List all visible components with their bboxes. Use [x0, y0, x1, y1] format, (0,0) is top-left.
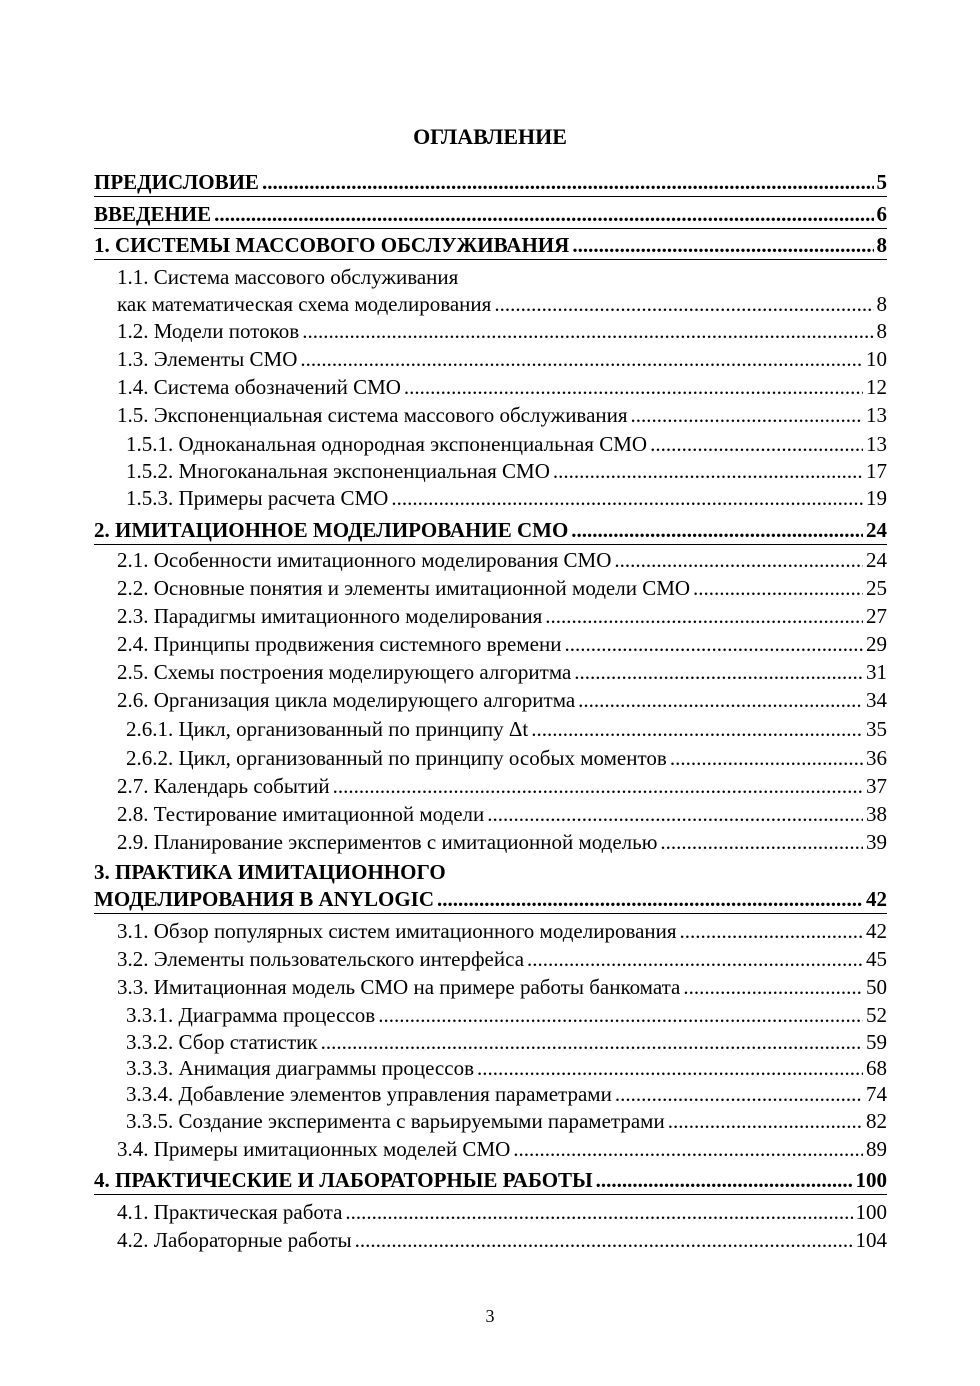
- toc-subsection[interactable]: [126, 1108, 887, 1135]
- dot-leader: [391, 485, 863, 512]
- toc-entry-title: 2. ИМИТАЦИОННОЕ МОДЕЛИРОВАНИЕ СМО: [94, 518, 569, 542]
- toc-page-number: 8: [876, 319, 887, 343]
- page-title: ОГЛАВЛЕНИЕ: [413, 124, 567, 149]
- dot-leader: [531, 716, 863, 743]
- dot-leader: [631, 402, 863, 429]
- dot-leader: [683, 974, 863, 1001]
- toc-chapter[interactable]: [94, 232, 887, 259]
- dot-leader: [615, 1081, 863, 1108]
- toc-entry-title: 2.3. Парадигмы имитационного моделирования: [117, 604, 543, 628]
- toc-entry-first-line: 3. ПРАКТИКА ИМИТАЦИОННОГО: [94, 860, 446, 884]
- toc-entry-title: 1.5.1. Одноканальная однородная экспоненциальная СМО: [126, 432, 648, 456]
- toc-page-number: 25: [866, 576, 887, 600]
- toc-entry-title: 3.3.3. Анимация диаграммы процессов: [126, 1056, 474, 1080]
- toc-chapter[interactable]: [94, 201, 887, 228]
- toc-subsection[interactable]: [126, 431, 887, 458]
- toc-subsection[interactable]: [126, 458, 887, 485]
- dot-leader: [680, 918, 863, 945]
- toc-page-number: 19: [866, 486, 887, 510]
- chapter-divider: [94, 1194, 887, 1195]
- toc-entry-title: 2.6.1. Цикл, организованный по принципу Δt: [126, 717, 529, 741]
- dot-leader: [321, 1029, 863, 1056]
- toc-page-number: 100: [855, 1168, 887, 1192]
- toc-section[interactable]: [117, 974, 887, 1001]
- toc-entry-title: 3.3.1. Диаграмма процессов: [126, 1003, 376, 1027]
- toc-subsection[interactable]: [126, 1055, 887, 1082]
- toc-page-number: 36: [866, 746, 887, 770]
- toc-section[interactable]: [117, 918, 887, 945]
- toc-entry-title: 1.2. Модели потоков: [117, 319, 300, 343]
- toc-page-number: 35: [866, 717, 887, 741]
- toc-entry-title: 2.2. Основные понятия и элементы имитационной модели СМО: [117, 576, 691, 600]
- toc-entry-title: как математическая схема моделирования: [117, 292, 492, 316]
- dot-leader: [477, 1055, 863, 1082]
- toc-entry-title: 1.5.2. Многоканальная экспоненциальная СМО: [126, 459, 550, 483]
- toc-entry-title: 3.1. Обзор популярных систем имитационного моделирования: [117, 919, 677, 943]
- dot-leader: [513, 1136, 863, 1163]
- dot-leader: [668, 1108, 863, 1135]
- dot-leader: [437, 886, 863, 913]
- toc-entry-title: 2.7. Календарь событий: [117, 774, 330, 798]
- toc-entry-title: 1.4. Система обозначений СМО: [117, 375, 401, 399]
- toc-section[interactable]: [117, 801, 887, 828]
- chapter-divider: [94, 259, 887, 260]
- toc-entry-title: 3.3.5. Создание эксперимента с варьируемыми параметрами: [126, 1109, 665, 1133]
- toc-entry-title: 3.2. Элементы пользовательского интерфейса: [117, 947, 525, 971]
- dot-leader: [487, 801, 863, 828]
- toc-page-number: 82: [866, 1109, 887, 1133]
- dot-leader: [333, 773, 863, 800]
- dot-leader: [650, 431, 863, 458]
- toc-subsection[interactable]: [126, 716, 887, 743]
- dot-leader: [404, 374, 863, 401]
- dot-leader: [302, 318, 873, 345]
- toc-page-number: 12: [866, 375, 887, 399]
- toc-page-number: 42: [866, 887, 887, 911]
- chapter-divider: [94, 913, 887, 914]
- toc-page-number: 34: [866, 688, 887, 712]
- dot-leader: [670, 745, 863, 772]
- toc-page-number: 104: [855, 1228, 887, 1252]
- toc-entry-title: 1.5. Экспоненциальная система массового обслуживания: [117, 403, 628, 427]
- toc-page-number: 74: [866, 1082, 887, 1106]
- toc-page-number: 10: [866, 347, 887, 371]
- dot-leader: [545, 603, 863, 630]
- toc-page-number: 100: [855, 1200, 887, 1224]
- toc-section[interactable]: [117, 291, 887, 318]
- toc-page-number: 31: [866, 660, 887, 684]
- toc-page-number: 68: [866, 1056, 887, 1080]
- toc-entry-title: 1.5.3. Примеры расчета СМО: [126, 486, 389, 510]
- dot-leader: [574, 659, 863, 686]
- toc-entry-title: 3.4. Примеры имитационных моделей СМО: [117, 1137, 511, 1161]
- toc-entry-title: 3.3.4. Добавление элементов управления параметрами: [126, 1082, 612, 1106]
- toc-entry-title: 4.1. Практическая работа: [117, 1200, 343, 1224]
- toc-section[interactable]: [117, 1227, 887, 1254]
- toc-entry-title: 2.6.2. Цикл, организованный по принципу особых моментов: [126, 746, 667, 770]
- toc-chapter[interactable]: [94, 517, 887, 544]
- toc-page-number: 13: [866, 403, 887, 427]
- toc-section[interactable]: [117, 547, 887, 574]
- toc-entry-title: 2.8. Тестирование имитационной модели: [117, 802, 485, 826]
- toc-entry-title: 2.9. Планирование экспериментов с имитационной моделью: [117, 830, 658, 854]
- toc-page-number: 38: [866, 802, 887, 826]
- toc-entry-title: 3.3.2. Сбор статистик: [126, 1030, 318, 1054]
- toc-page-number: 24: [866, 548, 887, 572]
- toc-page-number: 45: [866, 947, 887, 971]
- toc-entry-title: 1.3. Элементы СМО: [117, 347, 298, 371]
- toc-subsection[interactable]: [126, 1002, 887, 1029]
- toc-page-number: 13: [866, 432, 887, 456]
- toc-chapter[interactable]: [94, 169, 887, 196]
- toc-page-number: 39: [866, 830, 887, 854]
- toc-entry-title: 4.2. Лабораторные работы: [117, 1228, 352, 1252]
- toc-section[interactable]: [117, 687, 887, 714]
- toc-section[interactable]: [117, 1136, 887, 1163]
- toc-entry-title: 2.5. Схемы построения моделирующего алгоритма: [117, 660, 572, 684]
- toc-section[interactable]: [117, 402, 887, 429]
- toc-section[interactable]: [117, 659, 887, 686]
- toc-page-number: 8: [876, 292, 887, 316]
- dot-leader: [564, 631, 863, 658]
- toc-page-number: 17: [866, 459, 887, 483]
- toc-section[interactable]: [117, 346, 887, 373]
- toc-page-number: 52: [866, 1003, 887, 1027]
- toc-section[interactable]: [117, 318, 887, 345]
- toc-entry-title: ВВЕДЕНИЕ: [94, 202, 212, 226]
- toc-page-number: 6: [876, 202, 887, 226]
- toc-page-number: 24: [866, 518, 887, 542]
- toc-subsection[interactable]: [126, 745, 887, 772]
- dot-leader: [378, 1002, 863, 1029]
- toc-entry-title: 2.6. Организация цикла моделирующего алгоритма: [117, 688, 576, 712]
- toc-page-number: 50: [866, 975, 887, 999]
- toc-section[interactable]: [117, 829, 887, 856]
- toc-page-number: 42: [866, 919, 887, 943]
- dot-leader: [527, 946, 863, 973]
- dot-leader: [693, 575, 863, 602]
- chapter-divider: [94, 228, 887, 229]
- toc-entry-title: 3.3. Имитационная модель СМО на примере работы банкомата: [117, 975, 681, 999]
- toc-section[interactable]: [117, 575, 887, 602]
- dot-leader: [596, 1167, 853, 1194]
- toc-entry-title: МОДЕЛИРОВАНИЯ В ANYLOGIC: [94, 887, 435, 911]
- page-number: 3: [485, 1306, 495, 1326]
- dot-leader: [553, 458, 863, 485]
- toc-entry-first-line: 1.1. Система массового обслуживания: [117, 265, 459, 289]
- dot-leader: [614, 547, 863, 574]
- toc-chapter[interactable]: [94, 1167, 887, 1194]
- chapter-divider: [94, 544, 887, 545]
- toc-page-number: 29: [866, 632, 887, 656]
- toc-page-number: 37: [866, 774, 887, 798]
- toc-page-number: 27: [866, 604, 887, 628]
- dot-leader: [571, 517, 863, 544]
- toc-page-number: 59: [866, 1030, 887, 1054]
- dot-leader: [300, 346, 863, 373]
- toc-subsection[interactable]: [126, 1081, 887, 1108]
- dot-leader: [660, 829, 863, 856]
- dot-leader: [262, 169, 874, 196]
- toc-entry-title: 1. СИСТЕМЫ МАССОВОГО ОБСЛУЖИВАНИЯ: [94, 233, 570, 257]
- toc-entry-title: 2.1. Особенности имитационного моделирования СМО: [117, 548, 612, 572]
- toc-page-number: 89: [866, 1137, 887, 1161]
- toc-page-number: 5: [876, 170, 887, 194]
- toc-section[interactable]: [117, 374, 887, 401]
- dot-leader: [494, 291, 873, 318]
- toc-subsection[interactable]: [126, 1029, 887, 1056]
- toc-entry-title: ПРЕДИСЛОВИЕ: [94, 170, 259, 194]
- chapter-divider: [94, 196, 887, 197]
- toc-subsection[interactable]: [126, 485, 887, 512]
- dot-leader: [355, 1227, 853, 1254]
- toc-section[interactable]: [117, 773, 887, 800]
- toc-section[interactable]: [117, 603, 887, 630]
- toc-section[interactable]: [117, 946, 887, 973]
- dot-leader: [214, 201, 873, 228]
- toc-entry-title: 2.4. Принципы продвижения системного времени: [117, 632, 562, 656]
- toc-page-number: 8: [876, 233, 887, 257]
- dot-leader: [578, 687, 863, 714]
- toc-chapter[interactable]: [94, 886, 887, 913]
- dot-leader: [572, 232, 873, 259]
- toc-section[interactable]: [117, 631, 887, 658]
- dot-leader: [345, 1199, 852, 1226]
- toc-entry-title: 4. ПРАКТИЧЕСКИЕ И ЛАБОРАТОРНЫЕ РАБОТЫ: [94, 1168, 593, 1192]
- toc-section[interactable]: [117, 1199, 887, 1226]
